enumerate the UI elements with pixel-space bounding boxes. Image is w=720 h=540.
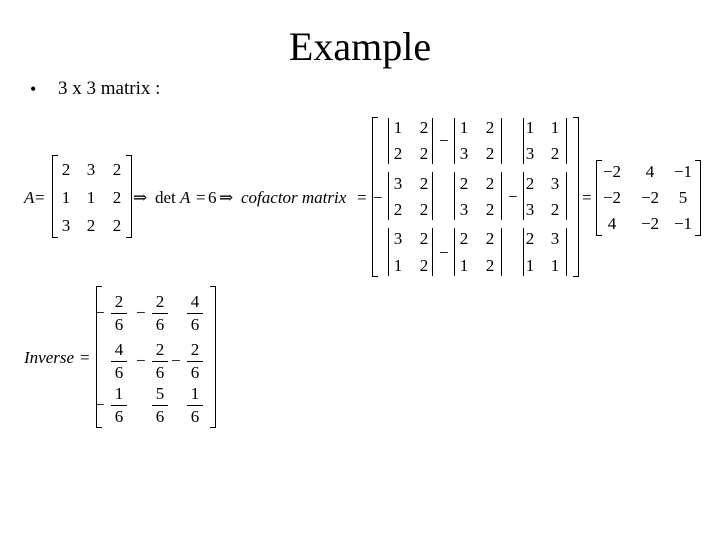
minor-cell: 1 [459,118,469,137]
minor-cell: 3 [550,229,560,248]
matrix-a-cell: 2 [112,160,122,179]
result-cell: 4 [607,214,617,233]
fraction-denominator: 6 [155,363,165,382]
det-var: A [180,188,191,207]
minor-right-bar [501,228,502,276]
inverse-equals: = [80,348,90,367]
matrix-a-cell: 2 [86,216,96,235]
det-equals: = [196,188,206,207]
result-cell: −2 [640,188,660,207]
minor-cell: 2 [550,200,560,219]
result-cell: −1 [673,214,693,233]
minor-cell: 3 [393,174,403,193]
matrix-a-left-bracket [52,155,53,238]
inverse-matrix-left-bracket-bottom [96,427,102,428]
minor-cell: 2 [419,229,429,248]
minor-cell: 3 [525,200,535,219]
fraction-numerator: 2 [155,340,165,359]
fraction-numerator: 4 [114,340,124,359]
cofactor-matrix-right-bracket [578,117,579,277]
minor-cell: 2 [550,144,560,163]
fraction-sign: − [171,351,181,370]
result-cell: −2 [602,162,622,181]
cofactor-matrix-right-bracket-top [573,117,579,118]
minor-cell: 2 [419,256,429,275]
minor-cell: 1 [525,256,535,275]
implies-symbol: ⇒ [219,188,234,207]
minor-sign: − [439,242,449,262]
fraction-denominator: 6 [114,315,124,334]
minor-cell: 2 [485,200,495,219]
result-matrix-left-bracket-top [596,160,602,161]
minor-right-bar [566,172,567,220]
matrix-a-right-bracket-top [126,155,132,156]
matrix-a-cell: 1 [86,188,96,207]
fraction-denominator: 6 [114,407,124,426]
minor-cell: 2 [485,118,495,137]
cofactor-matrix-left-bracket-bottom [372,276,378,277]
minor-sign: − [508,187,518,206]
fraction-bar [152,405,168,406]
fraction-bar [111,313,127,314]
matrix-a-cell: 2 [112,188,122,207]
minor-right-bar [566,228,567,276]
fraction-denominator: 6 [190,363,200,382]
minor-cell: 3 [393,229,403,248]
minor-cell: 3 [525,144,535,163]
bullet-text: 3 x 3 matrix : [58,78,161,99]
matrix-a-cell: 1 [61,188,71,207]
fraction-bar [187,361,203,362]
minor-cell: 2 [419,200,429,219]
minor-right-bar [501,118,502,164]
minor-cell: 2 [485,229,495,248]
fraction-sign: − [95,303,105,322]
matrix-a-right-bracket [131,155,132,238]
fraction-numerator: 2 [190,340,200,359]
fraction-numerator: 1 [114,384,124,403]
minor-cell: 3 [550,174,560,193]
fraction-bar [152,361,168,362]
result-matrix-right-bracket-bottom [695,235,701,236]
minor-right-bar [501,172,502,220]
implies-symbol: ⇒ [133,188,148,207]
matrix-a-cell: 3 [61,216,71,235]
minor-cell: 2 [459,174,469,193]
fraction-sign: − [95,395,105,414]
cofactor-label: cofactor matrix [241,188,347,207]
matrix-a-cell: 2 [112,216,122,235]
cofactor-equals: = [357,188,367,207]
fraction-bar [187,405,203,406]
minor-cell: 2 [459,229,469,248]
fraction-numerator: 4 [190,292,200,311]
result-cell: −2 [602,188,622,207]
fraction-sign: − [136,303,146,322]
minor-cell: 2 [525,174,535,193]
minor-cell: 2 [485,256,495,275]
minor-cell: 3 [459,200,469,219]
matrix-a-left-bracket-bottom [52,237,58,238]
result-cell: −2 [640,214,660,233]
minor-cell: 2 [419,144,429,163]
fraction-numerator: 5 [155,384,165,403]
result-cell: 4 [645,162,655,181]
result-equals: = [582,188,592,207]
inverse-matrix-right-bracket-bottom [210,427,216,428]
minor-cell: 1 [393,118,403,137]
minor-cell: 2 [485,144,495,163]
inverse-matrix-right-bracket-top [210,286,216,287]
result-matrix-left-bracket-bottom [596,235,602,236]
matrix-a-name: A [24,188,35,207]
minor-cell: 2 [525,229,535,248]
minor-right-bar [566,118,567,164]
det-label: det [155,188,176,207]
fraction-bar [187,313,203,314]
fraction-denominator: 6 [155,407,165,426]
matrix-a-equals: = [35,188,45,207]
fraction-denominator: 6 [155,315,165,334]
fraction-numerator: 2 [114,292,124,311]
minor-cell: 2 [485,174,495,193]
inverse-matrix-left-bracket-top [96,286,102,287]
fraction-numerator: 1 [190,384,200,403]
result-matrix-right-bracket [700,160,701,236]
matrix-a-cell: 2 [61,160,71,179]
matrix-a-right-bracket-bottom [126,237,132,238]
fraction-denominator: 6 [190,407,200,426]
det-value: 6 [208,188,217,207]
matrix-a-cell: 3 [86,160,96,179]
minor-cell: 1 [550,118,560,137]
inverse-matrix-right-bracket [215,286,216,428]
cofactor-matrix-right-bracket-bottom [573,276,579,277]
fraction-sign: − [136,351,146,370]
cofactor-matrix-left-bracket-top [372,117,378,118]
minor-sign: − [373,188,383,207]
fraction-bar [152,313,168,314]
result-cell: 5 [678,188,688,207]
bullet-marker: • [30,79,37,99]
matrix-a-left-bracket-top [52,155,58,156]
fraction-bar [111,361,127,362]
fraction-denominator: 6 [190,315,200,334]
cofactor-matrix-left-bracket [372,117,373,277]
minor-cell: 2 [393,144,403,163]
fraction-bar [111,405,127,406]
minor-cell: 2 [419,174,429,193]
minor-cell: 1 [459,256,469,275]
result-cell: −1 [673,162,693,181]
minor-cell: 3 [459,144,469,163]
minor-cell: 2 [419,118,429,137]
minor-cell: 1 [550,256,560,275]
inverse-label: Inverse [24,348,75,367]
fraction-numerator: 2 [155,292,165,311]
minor-cell: 1 [393,256,403,275]
fraction-denominator: 6 [114,363,124,382]
slide-title: Example [288,24,432,69]
minor-sign: − [439,131,449,150]
result-matrix-right-bracket-top [695,160,701,161]
minor-cell: 2 [393,200,403,219]
minor-cell: 1 [525,118,535,137]
